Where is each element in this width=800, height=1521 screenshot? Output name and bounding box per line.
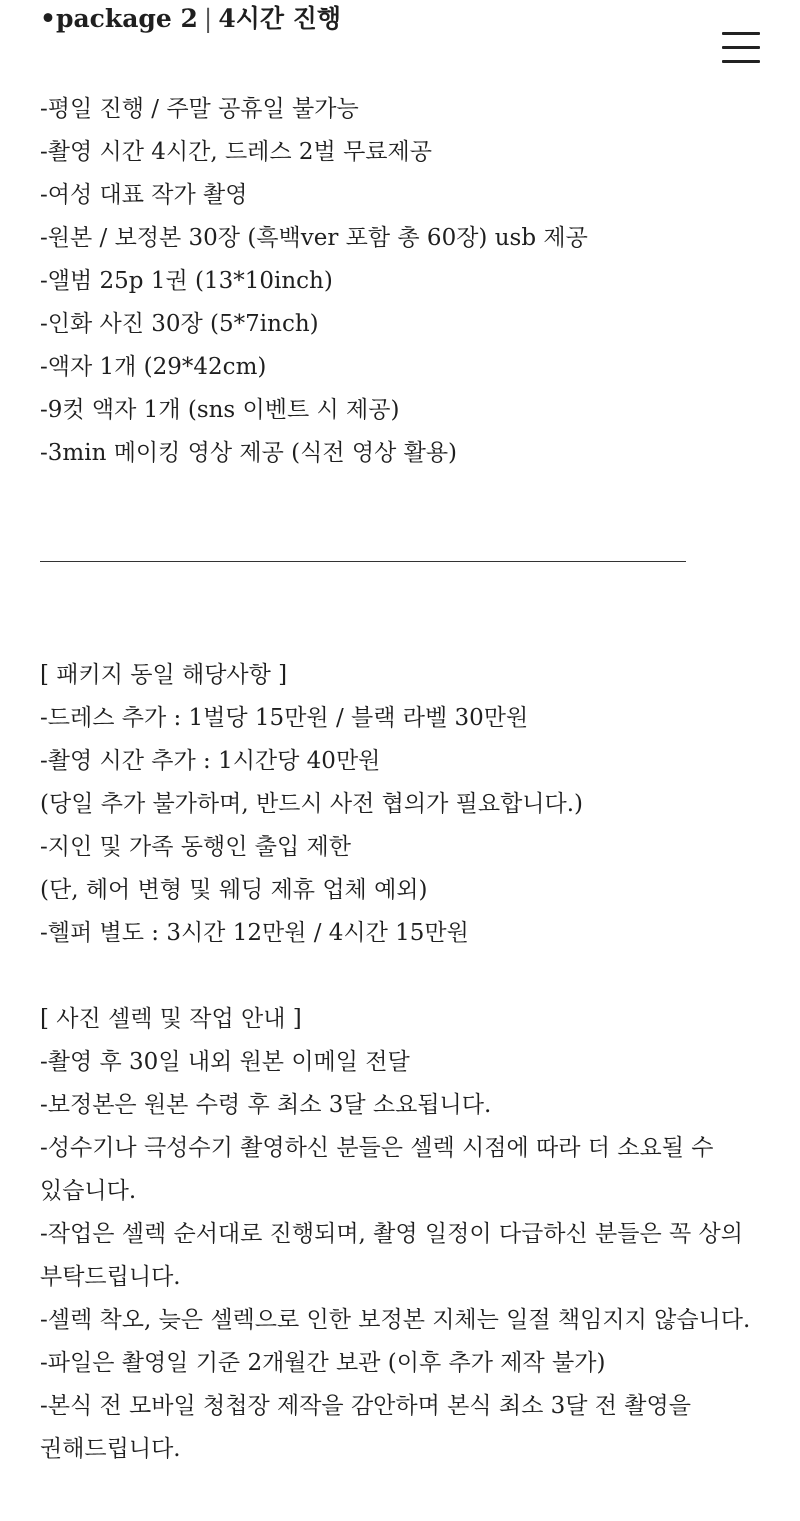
selection-section-heading: [ 사진 셀렉 및 작업 안내 ] bbox=[40, 1006, 302, 1032]
title-main: •package 2 bbox=[40, 4, 198, 33]
title-sub: 4시간 진행 bbox=[218, 4, 342, 33]
package-item: -앨범 25p 1권 (13*10inch) bbox=[40, 268, 333, 294]
package-item: -액자 1개 (29*42cm) bbox=[40, 354, 267, 380]
selection-item: -작업은 셀렉 순서대로 진행되며, 촬영 일정이 다급하신 분들은 꼭 상의 부탁드립니다. bbox=[40, 1221, 743, 1290]
package-item: -9컷 액자 1개 (sns 이벤트 시 제공) bbox=[40, 397, 400, 423]
page-title bbox=[40, 2, 341, 36]
selection-item: -본식 전 모바일 청첩장 제작을 감안하며 본식 최소 3달 전 촬영을 권해드립니다. bbox=[40, 1393, 691, 1462]
common-item: -촬영 시간 추가 : 1시간당 40만원 bbox=[40, 748, 381, 774]
package-item: -원본 / 보정본 30장 (흑백ver 포함 총 60장) usb 제공 bbox=[40, 225, 588, 251]
selection-item: -보정본은 원본 수령 후 최소 3달 소요됩니다. bbox=[40, 1092, 492, 1118]
title-separator: | bbox=[203, 4, 213, 33]
package-item-list bbox=[40, 88, 770, 475]
common-item: (당일 추가 불가하며, 반드시 사전 협의가 필요합니다.) bbox=[40, 791, 584, 817]
common-item: (단, 헤어 변형 및 웨딩 제휴 업체 예외) bbox=[40, 877, 428, 903]
package-item: -평일 진행 / 주말 공휴일 불가능 bbox=[40, 96, 359, 122]
package-item: -촬영 시간 4시간, 드레스 2벌 무료제공 bbox=[40, 139, 432, 165]
common-section bbox=[40, 654, 770, 955]
package-item: -3min 메이킹 영상 제공 (식전 영상 활용) bbox=[40, 440, 458, 466]
selection-section bbox=[40, 998, 770, 1471]
package-content bbox=[40, 88, 770, 1471]
common-section-heading: [ 패키지 동일 해당사항 ] bbox=[40, 662, 288, 688]
common-item: -헬퍼 별도 : 3시간 12만원 / 4시간 15만원 bbox=[40, 920, 469, 946]
selection-item: -파일은 촬영일 기준 2개월간 보관 (이후 추가 제작 불가) bbox=[40, 1350, 606, 1376]
hamburger-menu-icon[interactable] bbox=[722, 30, 760, 64]
common-item: -지인 및 가족 동행인 출입 제한 bbox=[40, 834, 351, 860]
package-item: -인화 사진 30장 (5*7inch) bbox=[40, 311, 319, 337]
package-item: -여성 대표 작가 촬영 bbox=[40, 182, 248, 208]
selection-item: -촬영 후 30일 내외 원본 이메일 전달 bbox=[40, 1049, 410, 1075]
selection-item: -셀렉 착오, 늦은 셀렉으로 인한 보정본 지체는 일절 책임지지 않습니다. bbox=[40, 1307, 751, 1333]
selection-item: -성수기나 극성수기 촬영하신 분들은 셀렉 시점에 따라 더 소요될 수 있습니다. bbox=[40, 1135, 714, 1204]
common-item: -드레스 추가 : 1벌당 15만원 / 블랙 라벨 30만원 bbox=[40, 705, 529, 731]
